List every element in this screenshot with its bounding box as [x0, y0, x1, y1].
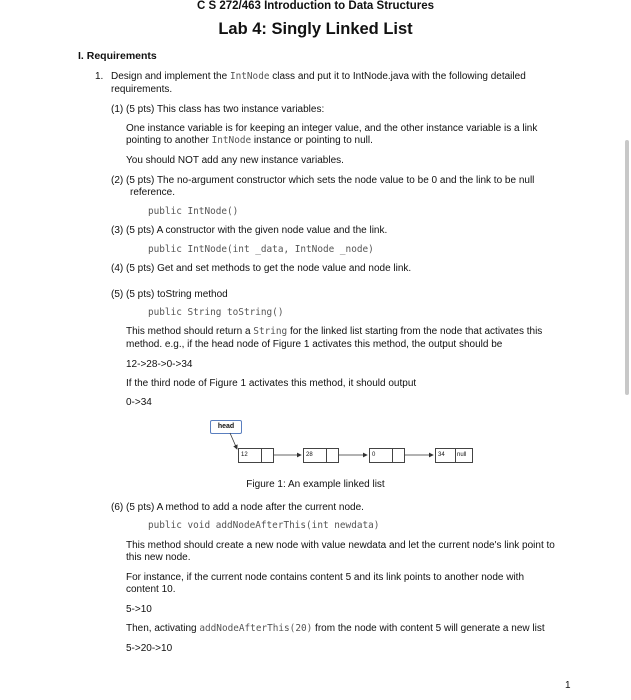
req1-desc-pre: pointing to another	[126, 135, 212, 146]
req5-code: public String toString()	[148, 307, 284, 318]
section-heading: I. Requirements	[78, 50, 157, 62]
req5-output1: 12->28->0->34	[126, 359, 193, 370]
req5-desc-line2: method. e.g., if the head node of Figure 1 activates this method, the output should be	[126, 339, 503, 350]
req5-desc-pre: This method should return a	[126, 326, 254, 337]
lab-title: Lab 4: Singly Linked List	[218, 20, 413, 38]
req1-note: You should NOT add any new instance variables.	[126, 155, 344, 166]
course-title: C S 272/463 Introduction to Data Structures	[196, 0, 435, 12]
req1-title: (1) (5 pts) This class has two instance variables:	[111, 104, 325, 115]
node-value: 12	[241, 452, 248, 458]
figure-caption: Figure 1: An example linked list	[246, 479, 385, 490]
page-number: 1	[565, 680, 571, 691]
req6-code: public void addNodeAfterThis(int newdata)	[148, 520, 380, 531]
item1-text-post: class and put it to IntNode.java with the following detailed	[269, 71, 526, 82]
node-divider	[261, 449, 262, 462]
req6-then-code: addNodeAfterThis(20)	[199, 623, 313, 634]
list-node	[435, 448, 473, 463]
vertical-scrollbar[interactable]	[625, 140, 629, 395]
list-node	[238, 448, 274, 463]
req5-output2: 0->34	[126, 397, 152, 408]
req6-after-list: 5->20->10	[126, 643, 173, 654]
head-arrow	[230, 433, 237, 449]
null-link: null	[457, 452, 467, 458]
req1-code: IntNode	[211, 135, 252, 146]
req6-then-pre: Then, activating	[126, 623, 200, 634]
node-divider	[326, 449, 327, 462]
item1-line2: requirements.	[111, 84, 173, 95]
req6-instance-line1: For instance, if the current node contains content 5 and its link points to another node with	[126, 572, 525, 583]
req3-title: (3) (5 pts) A constructor with the given node value and the link.	[111, 225, 388, 236]
req6-then-post: from the node with content 5 will generate a new list	[312, 623, 545, 634]
list-node	[303, 448, 339, 463]
req6-desc-line1: This method should create a new node with value newdata and let the current node's link point to	[126, 540, 555, 551]
req6-title: (6) (5 pts) A method to add a node after the current node.	[111, 502, 364, 513]
req5-desc-post: for the linked list starting from the node that activates this	[287, 326, 543, 337]
item1-text-pre: Design and implement the	[111, 71, 230, 82]
req2-line1: (2) (5 pts) The no-argument constructor which sets the node value to be 0 and the link to be null	[111, 175, 535, 186]
req1-desc-line1: One instance variable is for keeping an integer value, and the other instance variable is a link	[126, 123, 538, 134]
head-pointer-label: head	[210, 420, 242, 434]
req4-title: (4) (5 pts) Get and set methods to get the node value and node link.	[111, 263, 412, 274]
node-value: 0	[372, 452, 376, 458]
list-number: 1.	[95, 71, 104, 82]
req5-title: (5) (5 pts) toString method	[111, 289, 228, 300]
node-value: 28	[306, 452, 313, 458]
req5-third-node-text: If the third node of Figure 1 activates this method, it should output	[126, 378, 417, 389]
req5-desc-code: String	[253, 326, 288, 337]
node-value: 34	[438, 452, 445, 458]
req1-desc-post: instance or pointing to null.	[251, 135, 373, 146]
req6-desc-line2: this new node.	[126, 552, 191, 563]
req3-code: public IntNode(int _data, IntNode _node)	[148, 244, 374, 255]
req2-code: public IntNode()	[148, 206, 239, 217]
req2-line2: reference.	[130, 187, 176, 198]
node-divider	[392, 449, 393, 462]
req6-then-line	[126, 623, 545, 634]
item1-code: IntNode	[229, 71, 270, 82]
req6-before-list: 5->10	[126, 604, 152, 615]
req6-instance-line2: content 10.	[126, 584, 176, 595]
list-node	[369, 448, 405, 463]
